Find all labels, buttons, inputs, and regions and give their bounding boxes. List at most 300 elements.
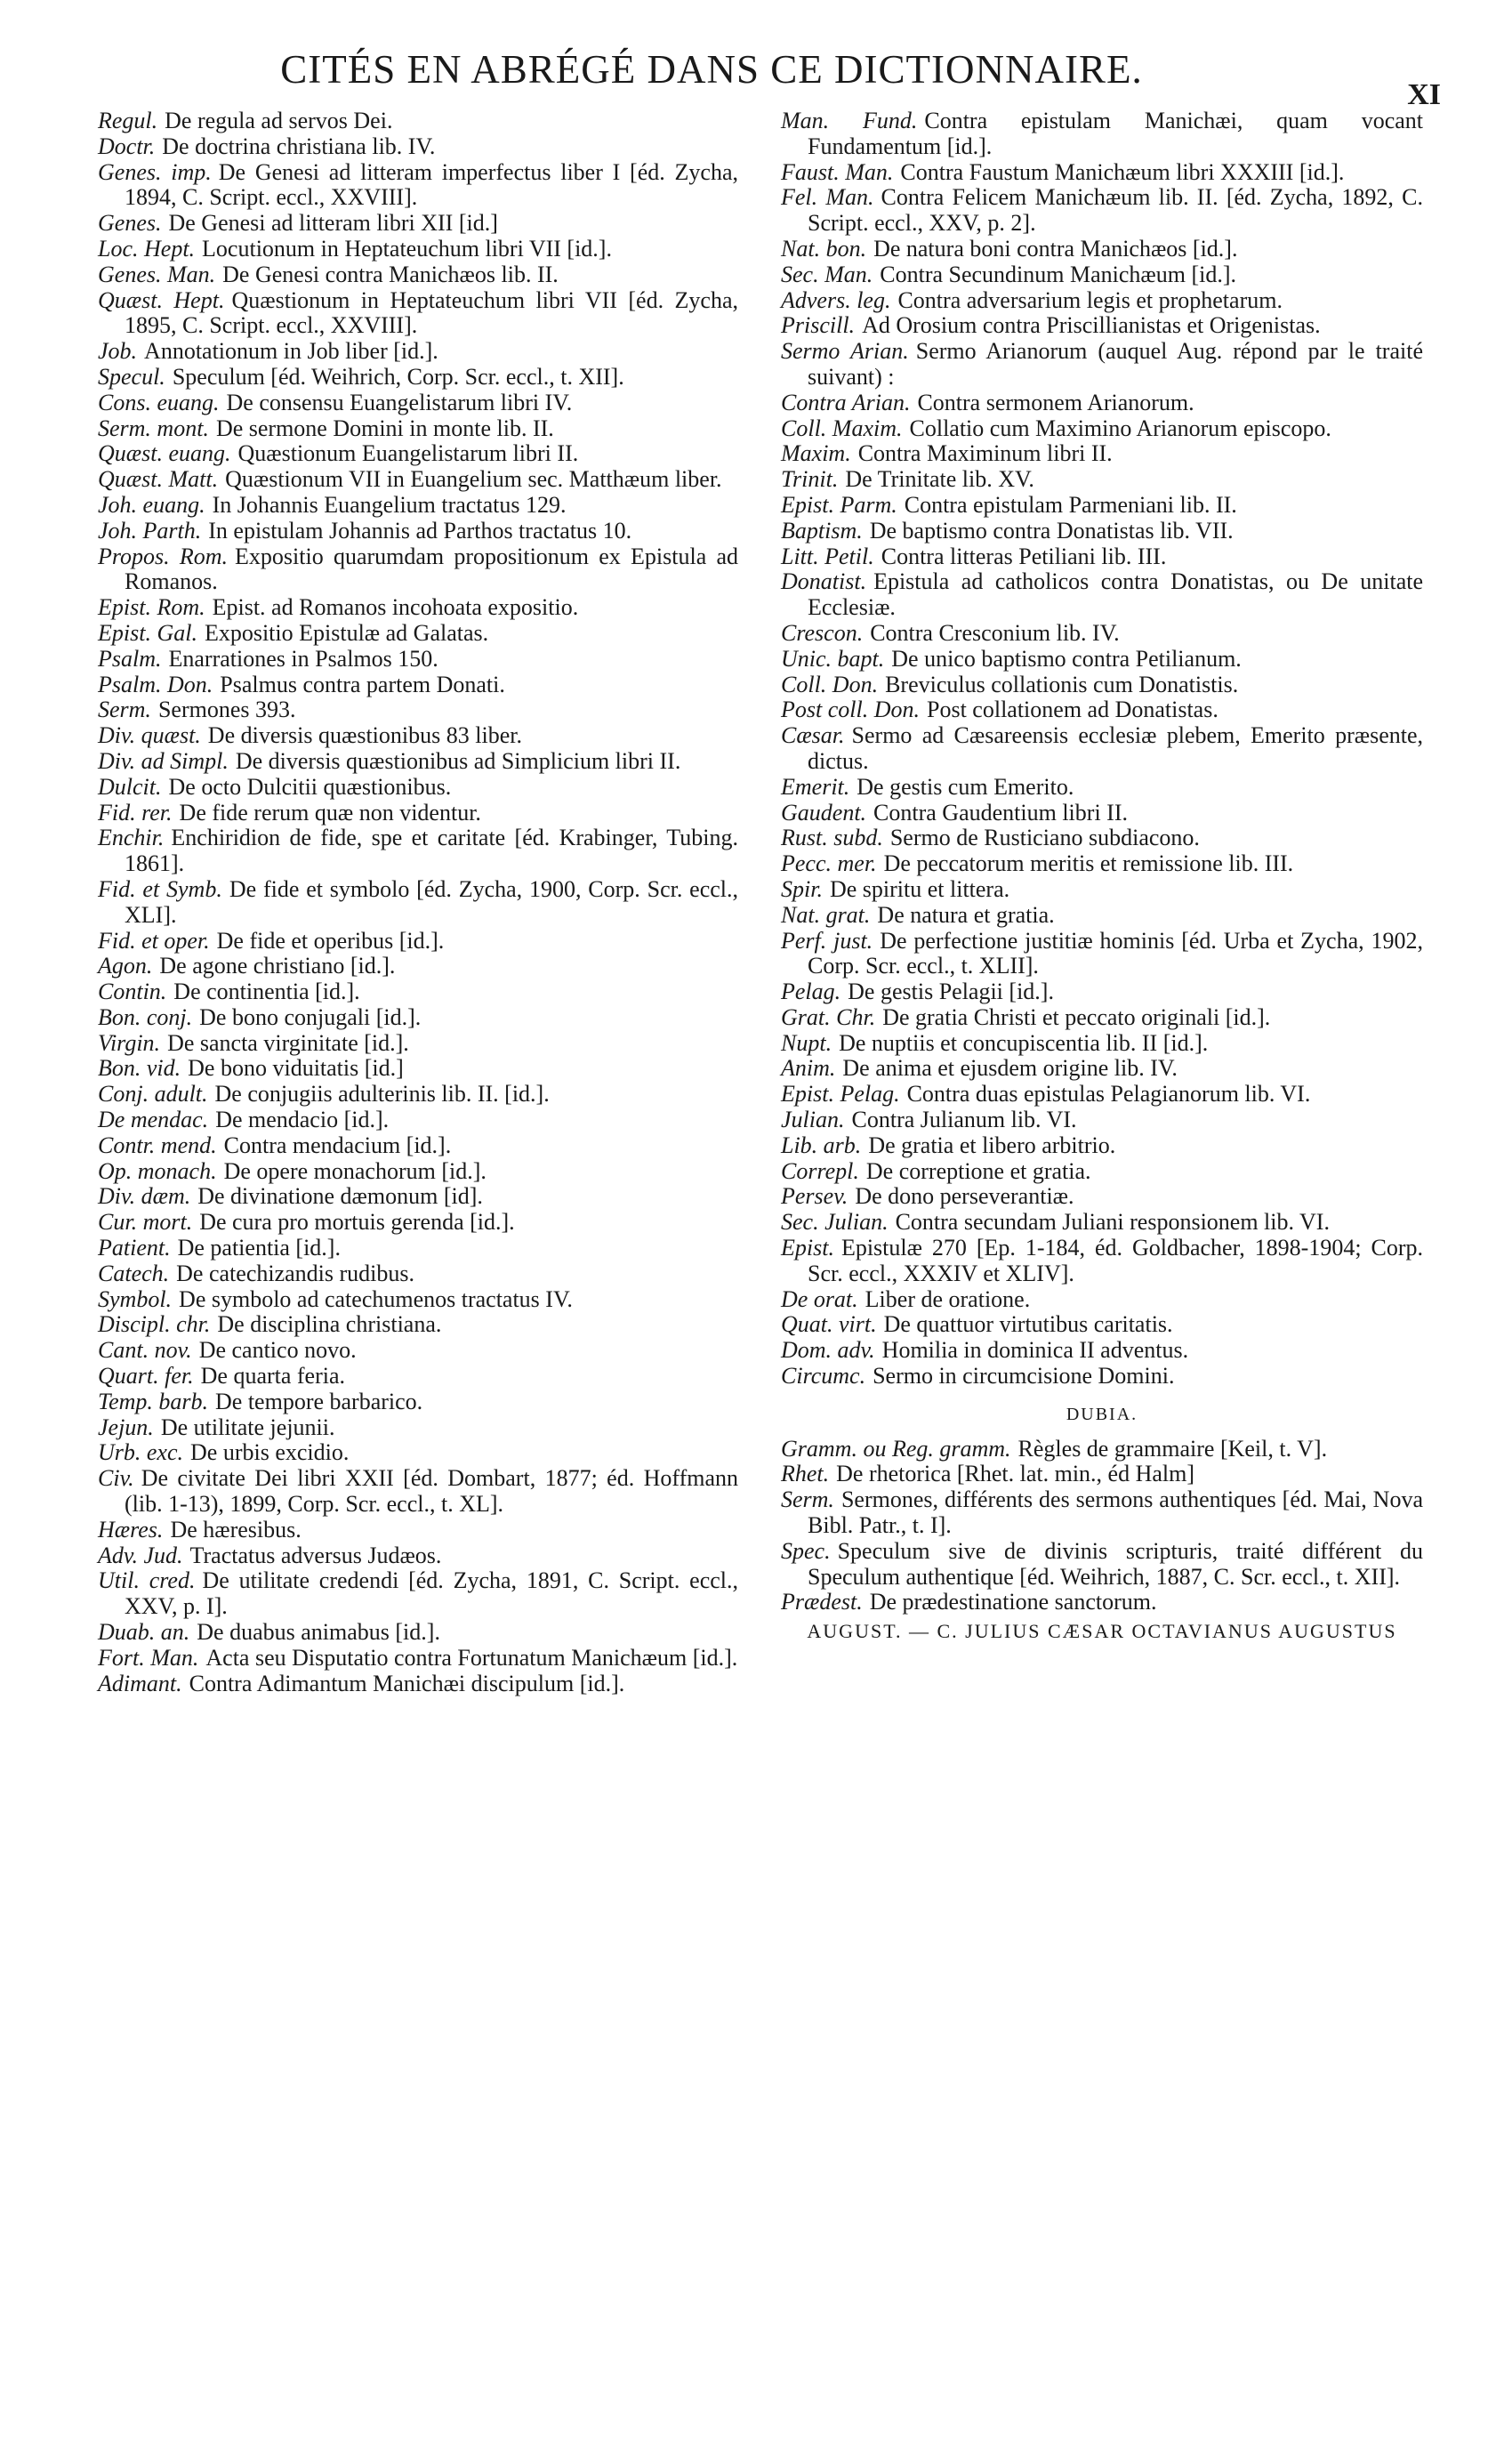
- abbreviation-entry: [98, 519, 738, 544]
- work-title: De duabus animabus [id.].: [197, 1619, 440, 1646]
- abbreviation-entry: [98, 493, 738, 519]
- abbreviation: De mendac.: [98, 1107, 209, 1133]
- abbreviation: Specul.: [98, 363, 165, 390]
- abbreviation-entry: [98, 1672, 738, 1697]
- abbreviation: Loc. Hept.: [98, 235, 196, 262]
- abbreviation-entry: [98, 467, 738, 493]
- work-title: De natura boni contra Manichæos [id.].: [873, 235, 1238, 262]
- abbreviation: Litt. Petil.: [781, 543, 874, 569]
- abbreviation: Quæst. Matt.: [98, 466, 219, 493]
- work-title: Epist. ad Romanos incohoata expositio.: [212, 594, 579, 621]
- work-title: Epistulæ 270 [Ep. 1-184, éd. Goldbacher, 1898-1904; Corp. Scr. eccl., XXXIV et XLIV].: [808, 1235, 1423, 1286]
- abbreviation-entry: [98, 1133, 738, 1159]
- abbreviation-entry: [781, 851, 1423, 877]
- abbreviation-entry: [781, 723, 1423, 775]
- work-title: De agone christiano [id.].: [159, 953, 396, 979]
- abbreviation: Coll. Don.: [781, 671, 879, 697]
- work-title: De spiritu et littera.: [829, 875, 1010, 902]
- work-title: Acta seu Disputatio contra Fortunatum Manichæum [id.].: [205, 1644, 738, 1671]
- abbreviation: Cant. nov.: [98, 1337, 192, 1364]
- abbreviation: Trinit.: [781, 466, 839, 493]
- abbreviation: Joh. euang.: [98, 491, 205, 518]
- abbreviation-entry: [781, 801, 1423, 826]
- work-title: De urbis excidio.: [190, 1439, 350, 1466]
- abbreviation-entry: [781, 1539, 1423, 1591]
- work-title: Speculum [éd. Weihrich, Corp. Scr. eccl., t. XII].: [172, 363, 624, 390]
- work-title: Contra duas epistulas Pelagianorum lib. VI.: [906, 1081, 1311, 1108]
- abbreviation-entry: [98, 647, 738, 673]
- abbreviation: Contin.: [98, 979, 167, 1005]
- abbreviation: Anim.: [781, 1055, 836, 1082]
- abbreviation-entry: [98, 1543, 738, 1569]
- abbreviation-entry: [781, 647, 1423, 673]
- abbreviation: Job.: [98, 338, 138, 365]
- work-title: De diversis quæstionibus 83 liber.: [207, 722, 522, 749]
- work-title: Annotationum in Job liber [id.].: [144, 338, 438, 365]
- work-title: De sancta virginitate [id.].: [167, 1029, 409, 1056]
- work-title: Sermo Arianorum (auquel Aug. répond par le traité suivant) :: [808, 338, 1423, 390]
- abbreviation-entry: [781, 493, 1423, 519]
- abbreviation-entry: [781, 262, 1423, 288]
- work-title: In epistulam Johannis ad Parthos tractatus 10.: [208, 517, 632, 544]
- abbreviation: Fid. et oper.: [98, 927, 210, 954]
- work-title: De fide et symbolo [éd. Zycha, 1900, Corp. Scr. eccl., XLI].: [125, 875, 738, 928]
- abbreviation-entry: [781, 1133, 1423, 1159]
- abbreviation-entry: [98, 595, 738, 621]
- abbreviation-entry: [781, 1184, 1423, 1210]
- abbreviation: Epist.: [781, 1235, 834, 1261]
- abbreviation: Persev.: [781, 1183, 848, 1210]
- work-title: Epistula ad catholicos contra Donatistas, ou De unitate Ecclesiæ.: [808, 568, 1423, 621]
- abbreviation-entry: [98, 1390, 738, 1415]
- work-title: Sermo ad Cæsareensis ecclesiæ plebem, Emerito præsente, dictus.: [808, 722, 1423, 774]
- abbreviation: Epist. Rom.: [98, 594, 205, 621]
- abbreviation-entry: [781, 1056, 1423, 1082]
- abbreviation-entry: [781, 313, 1423, 339]
- work-title: Quæstionum VII in Euangelium sec. Matthæum liber.: [225, 466, 722, 493]
- abbreviation: Civ.: [98, 1465, 134, 1492]
- abbreviation: Donatist.: [781, 568, 867, 595]
- abbreviation: Virgin.: [98, 1029, 161, 1056]
- work-title: Enarrationes in Psalmos 150.: [168, 645, 438, 672]
- abbreviation-entry: [98, 1415, 738, 1441]
- work-title: Sermo in circumcisione Domini.: [873, 1363, 1175, 1390]
- abbreviation-entry: [781, 1005, 1423, 1031]
- work-title: De diversis quæstionibus ad Simplicium libri II.: [235, 747, 681, 774]
- abbreviation-entry: [781, 1031, 1423, 1057]
- abbreviation-entry: [98, 877, 738, 929]
- abbreviation-entry: [98, 134, 738, 160]
- abbreviation: Div. quæst.: [98, 722, 201, 749]
- abbreviation: Genes.: [98, 210, 162, 237]
- abbreviation-entry: [98, 1056, 738, 1082]
- work-title: De perfectione justitiæ hominis [éd. Urba et Zycha, 1902, Corp. Scr. eccl., t. XLII].: [808, 927, 1423, 979]
- abbreviation-entry: [98, 1005, 738, 1031]
- work-title: Enchiridion de fide, spe et caritate [éd. Krabinger, Tubing. 1861].: [125, 825, 738, 877]
- abbreviation-entry: [98, 1620, 738, 1646]
- abbreviation-entry: [98, 1568, 738, 1620]
- work-title: Contra Faustum Manichæum libri XXXIII [id.].: [900, 158, 1345, 185]
- abbreviation-entry: [781, 877, 1423, 903]
- work-title: De fide rerum quæ non videntur.: [179, 799, 481, 826]
- abbreviation: Epist. Pelag.: [781, 1081, 900, 1108]
- work-title: De correptione et gratia.: [865, 1157, 1091, 1184]
- right-entries: [781, 109, 1423, 1390]
- abbreviation-entry: [781, 697, 1423, 723]
- abbreviation-entry: [781, 1590, 1423, 1615]
- abbreviation: Regul.: [98, 108, 158, 133]
- abbreviation-entry: [98, 697, 738, 723]
- abbreviation: Jejun.: [98, 1414, 154, 1440]
- abbreviation: Div. dæm.: [98, 1183, 191, 1210]
- abbreviation: Quæst. euang.: [98, 440, 231, 467]
- abbreviation-entry: [781, 288, 1423, 314]
- work-title: De conjugiis adulterinis lib. II. [id.].: [214, 1081, 550, 1108]
- abbreviation-entry: [781, 1210, 1423, 1236]
- abbreviation-entry: [781, 1462, 1423, 1487]
- work-title: De bono viduitatis [id.]: [188, 1055, 404, 1082]
- abbreviation-entry: [781, 1287, 1423, 1313]
- abbreviation-entry: [98, 1210, 738, 1236]
- work-title: De regula ad servos Dei.: [165, 108, 393, 133]
- abbreviation: Nat. grat.: [781, 901, 871, 928]
- abbreviation-entry: [781, 339, 1423, 391]
- abbreviation-entry: [781, 1082, 1423, 1108]
- work-title: Contra adversarium legis et prophetarum.: [897, 286, 1283, 313]
- abbreviation-entry: [781, 185, 1423, 237]
- abbreviation: Bon. conj.: [98, 1003, 193, 1030]
- work-title: De quattuor virtutibus caritatis.: [883, 1311, 1173, 1338]
- work-title: Tractatus adversus Judæos.: [189, 1542, 442, 1568]
- work-title: De gestis cum Emerito.: [857, 773, 1074, 800]
- abbreviation: Quæst. Hept.: [98, 286, 225, 313]
- work-title: De utilitate credendi [éd. Zycha, 1891, C. Script. eccl., XXV, p. I].: [125, 1567, 738, 1620]
- work-title: Contra Adimantum Manichæi discipulum [id.].: [189, 1670, 625, 1696]
- abbreviation-entry: [98, 826, 738, 877]
- abbreviation-entry: [98, 801, 738, 826]
- abbreviation-entry: [98, 391, 738, 416]
- work-title: Breviculus collationis cum Donatistis.: [885, 671, 1239, 697]
- abbreviation: Contra Arian.: [781, 389, 911, 415]
- abbreviation-entry: [98, 1108, 738, 1133]
- abbreviation-entry: [781, 673, 1423, 698]
- abbreviation: Catech.: [98, 1260, 170, 1286]
- abbreviation-entry: [98, 1159, 738, 1185]
- abbreviation: Maxim.: [781, 440, 851, 467]
- work-title: De catechizandis rudibus.: [176, 1260, 415, 1286]
- abbreviation-entry: [98, 1082, 738, 1108]
- abbreviation: Nupt.: [781, 1029, 832, 1056]
- abbreviation-entry: [98, 979, 738, 1005]
- abbreviation: Crescon.: [781, 619, 864, 646]
- abbreviation-entry: [781, 1437, 1423, 1462]
- abbreviation-entry: [98, 1031, 738, 1057]
- abbreviation: Circumc.: [781, 1363, 866, 1390]
- abbreviation: Fort. Man.: [98, 1644, 199, 1671]
- abbreviation-entry: [781, 1338, 1423, 1364]
- abbreviation: Cur. mort.: [98, 1209, 193, 1236]
- abbreviation-entry: [98, 211, 738, 237]
- abbreviation-entry: [781, 416, 1423, 442]
- abbreviation: Gramm. ou Reg. gramm.: [781, 1435, 1011, 1462]
- work-title: De cantico novo.: [198, 1337, 357, 1364]
- abbreviation-entry: [98, 749, 738, 775]
- abbreviation: Emerit.: [781, 773, 850, 800]
- work-title: De civitate Dei libri XXII [éd. Dombart, 1877; éd. Hoffmann (lib. 1-13), 1899, Corp. Scr. eccl., t. XL].: [125, 1465, 738, 1518]
- abbreviation: Dom. adv.: [781, 1337, 875, 1364]
- abbreviation-entry: [781, 467, 1423, 493]
- abbreviation: De orat.: [781, 1285, 858, 1312]
- work-title: Contra Secundinum Manichæum [id.].: [880, 261, 1237, 287]
- abbreviation: Serm.: [98, 697, 151, 723]
- abbreviation-entry: [98, 1261, 738, 1287]
- abbreviation-entry: [98, 1518, 738, 1543]
- work-title: De continentia [id.].: [173, 979, 360, 1005]
- right-column: [781, 109, 1423, 1664]
- abbreviation-entry: [98, 1466, 738, 1518]
- abbreviation: Propos. Rom.: [98, 543, 229, 569]
- work-title: Expositio quarumdam propositionum ex Epistula ad Romanos.: [125, 543, 738, 595]
- abbreviation: Epist. Parm.: [781, 491, 897, 518]
- abbreviation: Epist. Gal.: [98, 619, 197, 646]
- work-title: Contra secundam Juliani responsionem lib. VI.: [895, 1209, 1330, 1236]
- work-title: Psalmus contra partem Donati.: [220, 671, 505, 697]
- work-title: De mendacio [id.].: [215, 1107, 390, 1133]
- work-title: Sermones, différents des sermons authentiques [éd. Mai, Nova Bibl. Patr., t. I].: [808, 1486, 1423, 1539]
- abbreviation-entry: [781, 1236, 1423, 1287]
- abbreviation: Fel. Man.: [781, 184, 874, 211]
- abbreviation-entry: [781, 775, 1423, 801]
- abbreviation: Doctr.: [98, 133, 156, 159]
- work-title: De quarta feria.: [200, 1363, 346, 1390]
- abbreviation-entry: [781, 979, 1423, 1005]
- abbreviation-entry: [781, 826, 1423, 851]
- abbreviation: Sermo Arian.: [781, 338, 909, 365]
- abbreviation: Conj. adult.: [98, 1081, 208, 1108]
- abbreviation-entry: [98, 1646, 738, 1672]
- work-title: De Trinitate lib. XV.: [845, 466, 1034, 493]
- abbreviation: Quart. fer.: [98, 1363, 194, 1390]
- abbreviation-entry: [98, 673, 738, 698]
- work-title: Post collationem ad Donatistas.: [927, 697, 1218, 723]
- work-title: Sermones 393.: [157, 697, 296, 723]
- work-title: Contra litteras Petiliani lib. III.: [881, 543, 1167, 569]
- abbreviation: Fid. rer.: [98, 799, 173, 826]
- abbreviation-entry: [781, 237, 1423, 262]
- work-title: Liber de oratione.: [865, 1285, 1031, 1312]
- work-title: Règles de grammaire [Keil, t. V].: [1017, 1435, 1328, 1462]
- abbreviation-entry: [98, 441, 738, 467]
- work-title: Contra Maximinum libri II.: [857, 440, 1113, 467]
- abbreviation-entry: [781, 1159, 1423, 1185]
- abbreviation: Contr. mend.: [98, 1132, 217, 1158]
- abbreviation-entry: [98, 775, 738, 801]
- abbreviation: Grat. Chr.: [781, 1003, 876, 1030]
- work-title: Contra Felicem Manichæum lib. II. [éd. Zycha, 1892, C. Script. eccl., XXV, p. 2].: [808, 184, 1423, 237]
- work-title: De disciplina christiana.: [217, 1311, 442, 1338]
- abbreviation: Util. cred.: [98, 1567, 196, 1594]
- abbreviation-entry: [781, 544, 1423, 570]
- work-title: Contra Cresconium lib. IV.: [870, 619, 1120, 646]
- work-title: De natura et gratia.: [877, 901, 1055, 928]
- work-title: De doctrina christiana lib. IV.: [162, 133, 436, 159]
- abbreviation-entry: [98, 1364, 738, 1390]
- abbreviation: Priscill.: [781, 312, 856, 339]
- abbreviation-entry: [781, 391, 1423, 416]
- abbreviation: Temp. barb.: [98, 1388, 209, 1414]
- abbreviation-entry: [98, 929, 738, 955]
- work-title: De Genesi contra Manichæos lib. II.: [222, 261, 559, 287]
- abbreviation: Serm. mont.: [98, 415, 209, 441]
- work-title: Sermo de Rusticiano subdiacono.: [889, 825, 1200, 851]
- work-title: De anima et ejusdem origine lib. IV.: [842, 1055, 1178, 1082]
- abbreviation: Gaudent.: [781, 799, 867, 826]
- work-title: De Genesi ad litteram imperfectus liber I [éd. Zycha, 1894, C. Script. eccl., XXVIII].: [125, 158, 738, 211]
- left-column: [98, 109, 738, 1696]
- abbreviation: Sec. Julian.: [781, 1209, 889, 1236]
- page-title: CITÉS EN ABRÉGÉ DANS CE DICTIONNAIRE.: [280, 47, 1143, 92]
- work-title: De opere monachorum [id.].: [223, 1157, 487, 1184]
- dubia-heading: DUBIA.: [1066, 1404, 1138, 1424]
- abbreviation: Dulcit.: [98, 773, 162, 800]
- abbreviation-entry: [781, 929, 1423, 980]
- abbreviation-entry: [781, 1487, 1423, 1539]
- work-title: Contra epistulam Parmeniani lib. II.: [904, 491, 1237, 518]
- work-title: De peccatorum meritis et remissione lib. III.: [883, 850, 1294, 877]
- abbreviation-entry: [98, 1338, 738, 1364]
- abbreviation: Urb. exc.: [98, 1439, 184, 1466]
- abbreviation-entry: [781, 903, 1423, 929]
- work-title: Collatio cum Maximino Arianorum episcopo.: [909, 415, 1331, 441]
- work-title: De divinatione dæmonum [id].: [197, 1183, 483, 1210]
- work-title: De cura pro mortuis gerenda [id.].: [199, 1209, 515, 1236]
- page-number: XI: [1407, 78, 1441, 111]
- work-title: Contra Julianum lib. VI.: [851, 1107, 1077, 1133]
- work-title: Speculum sive de divinis scripturis, traité différent du Speculum authentique [éd. Weihrich, 1887, C. Scr. eccl., t. XII].: [808, 1537, 1423, 1590]
- abbreviation: Adv. Jud.: [98, 1542, 183, 1568]
- work-title: Contra sermonem Arianorum.: [917, 389, 1194, 415]
- abbreviation-entry: [98, 1312, 738, 1338]
- work-title: De Genesi ad litteram libri XII [id.]: [168, 210, 498, 237]
- work-title: Quæstionum Euangelistarum libri II.: [237, 440, 579, 467]
- abbreviation-entry: [98, 723, 738, 749]
- work-title: De patientia [id.].: [177, 1235, 341, 1261]
- abbreviation-entry: [98, 1440, 738, 1466]
- abbreviation: Enchir.: [98, 825, 165, 851]
- abbreviation-entry: [781, 519, 1423, 544]
- work-title: De tempore barbarico.: [215, 1388, 423, 1414]
- abbreviation-entry: [98, 365, 738, 391]
- abbreviation-entry: [98, 160, 738, 212]
- abbreviation: Genes. Man.: [98, 261, 216, 287]
- abbreviation: Adimant.: [98, 1670, 182, 1696]
- abbreviation: Rhet.: [781, 1461, 830, 1487]
- abbreviation: Pecc. mer.: [781, 850, 877, 877]
- abbreviation: Serm.: [781, 1486, 834, 1513]
- work-title: De unico baptismo contra Petilianum.: [891, 645, 1242, 672]
- abbreviation-entry: [98, 416, 738, 442]
- abbreviation-entry: [781, 1364, 1423, 1390]
- abbreviation: Post coll. Don.: [781, 697, 920, 723]
- abbreviation: Man. Fund.: [781, 108, 918, 133]
- abbreviation-entry: [98, 1236, 738, 1261]
- work-title: Contra epistulam Manichæi, quam vocant Fundamentum [id.].: [808, 108, 1423, 159]
- work-title: De sermone Domini in monte lib. II.: [215, 415, 554, 441]
- work-title: Contra mendacium [id.].: [223, 1132, 452, 1158]
- abbreviation-entry: [781, 441, 1423, 467]
- abbreviation-entry: [98, 954, 738, 979]
- abbreviation-entry: [781, 569, 1423, 621]
- work-title: De dono perseverantiæ.: [855, 1183, 1074, 1210]
- abbreviation-entry: [98, 544, 738, 596]
- footer-abbreviation: AUGUST. — C. JULIUS CÆSAR OCTAVIANUS AUGUSTUS: [807, 1620, 1397, 1643]
- work-title: De prædestinatione sanctorum.: [869, 1589, 1157, 1615]
- abbreviation-entry: [98, 621, 738, 647]
- work-title: De gratia et libero arbitrio.: [868, 1132, 1116, 1158]
- abbreviation: Correpl.: [781, 1157, 859, 1184]
- work-title: Ad Orosium contra Priscillianistas et Origenistas.: [862, 312, 1321, 339]
- abbreviation: Prædest.: [781, 1589, 863, 1615]
- abbreviation: Coll. Maxim.: [781, 415, 903, 441]
- abbreviation-entry: [781, 160, 1423, 186]
- abbreviation: Psalm.: [98, 645, 162, 672]
- abbreviation: Advers. leg.: [781, 286, 891, 313]
- abbreviation: Pelag.: [781, 979, 841, 1005]
- work-title: De baptismo contra Donatistas lib. VII.: [869, 517, 1234, 544]
- work-title: De utilitate jejunii.: [160, 1414, 335, 1440]
- abbreviation: Baptism.: [781, 517, 863, 544]
- abbreviation: Cons. euang.: [98, 389, 220, 415]
- abbreviation: Discipl. chr.: [98, 1311, 211, 1338]
- work-title: De consensu Euangelistarum libri IV.: [226, 389, 573, 415]
- abbreviation-entry: [781, 109, 1423, 160]
- abbreviation: Cæsar.: [781, 722, 845, 749]
- work-title: Quæstionum in Heptateuchum libri VII [éd. Zycha, 1895, C. Script. eccl., XXVIII].: [125, 286, 738, 339]
- abbreviation: Sec. Man.: [781, 261, 873, 287]
- work-title: De bono conjugali [id.].: [199, 1003, 422, 1030]
- work-title: Locutionum in Heptateuchum libri VII [id.].: [202, 235, 612, 262]
- abbreviation: Unic. bapt.: [781, 645, 885, 672]
- abbreviation-entry: [781, 621, 1423, 647]
- abbreviation-entry: [781, 1108, 1423, 1133]
- abbreviation: Symbol.: [98, 1285, 173, 1312]
- work-title: De gestis Pelagii [id.].: [848, 979, 1054, 1005]
- work-title: In Johannis Euangelium tractatus 129.: [212, 491, 567, 518]
- abbreviation: Div. ad Simpl.: [98, 747, 229, 774]
- abbreviation: Spec.: [781, 1537, 831, 1564]
- abbreviation-entry: [98, 1287, 738, 1313]
- abbreviation: Nat. bon.: [781, 235, 867, 262]
- abbreviation: Genes. imp.: [98, 158, 212, 185]
- abbreviation: Psalm. Don.: [98, 671, 213, 697]
- abbreviation: Hæres.: [98, 1516, 164, 1543]
- abbreviation: Bon. vid.: [98, 1055, 181, 1082]
- abbreviation: Spir.: [781, 875, 823, 902]
- abbreviation: Fid. et Symb.: [98, 875, 222, 902]
- abbreviation: Julian.: [781, 1107, 845, 1133]
- dubia-entries: [781, 1437, 1423, 1616]
- abbreviation: Faust. Man.: [781, 158, 894, 185]
- work-title: De hæresibus.: [170, 1516, 302, 1543]
- abbreviation: Agon.: [98, 953, 153, 979]
- work-title: De rhetorica [Rhet. lat. min., éd Halm]: [836, 1461, 1195, 1487]
- work-title: Expositio Epistulæ ad Galatas.: [204, 619, 489, 646]
- work-title: De octo Dulcitii quæstionibus.: [168, 773, 452, 800]
- abbreviation: Perf. just.: [781, 927, 873, 954]
- work-title: Contra Gaudentium libri II.: [873, 799, 1128, 826]
- abbreviation-entry: [98, 237, 738, 262]
- work-title: De nuptiis et concupiscentia lib. II [id.].: [839, 1029, 1209, 1056]
